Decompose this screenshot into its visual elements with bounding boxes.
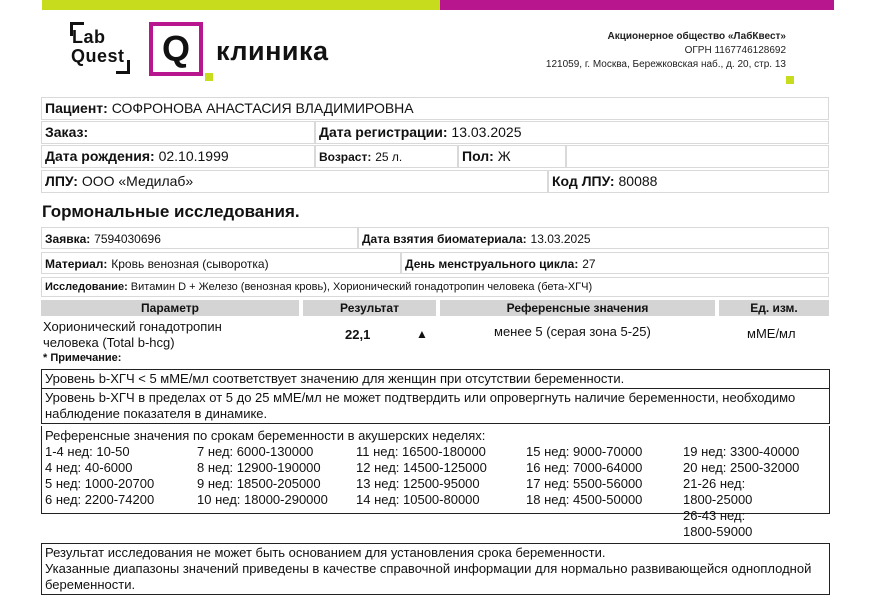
age-cell bbox=[315, 145, 458, 168]
ref-item: 9 нед: 18500-205000 bbox=[197, 476, 321, 491]
ref-item: 7 нед: 6000-130000 bbox=[197, 444, 314, 459]
request-row bbox=[41, 227, 829, 249]
order-label: Заказ: bbox=[45, 124, 89, 140]
material-label: Материал: bbox=[45, 257, 108, 271]
pregnancy-refs-box bbox=[41, 426, 830, 539]
patient-cell bbox=[41, 97, 829, 120]
header-bar-magenta bbox=[440, 0, 834, 10]
lpu-row bbox=[41, 170, 829, 193]
labquest-logo-text-1: Lab bbox=[72, 27, 106, 47]
refs-col-4 bbox=[526, 444, 642, 508]
ref-item: 21-26 нед: bbox=[683, 476, 746, 491]
reg-date-label: Дата регистрации: bbox=[319, 124, 448, 140]
birth-value: 02.10.1999 bbox=[158, 148, 229, 164]
header-bar-green bbox=[42, 0, 440, 10]
patient-name: СОФРОНОВА АНАСТАСИЯ ВЛАДИМИРОВНА bbox=[111, 100, 414, 116]
lpu-code-value: 80088 bbox=[618, 173, 658, 189]
request-label: Заявка: bbox=[45, 232, 91, 246]
material-cell bbox=[41, 252, 401, 274]
cycle-label: День менструального цикла: bbox=[405, 257, 579, 271]
sample-date-cell bbox=[358, 227, 829, 249]
ref-item: 13 нед: 12500-95000 bbox=[356, 476, 480, 491]
ref-item: 20 нед: 2500-32000 bbox=[683, 460, 800, 475]
ref-item: 26-43 нед: bbox=[683, 508, 746, 523]
order-row bbox=[41, 121, 829, 144]
study-row bbox=[41, 277, 829, 297]
order-cell bbox=[41, 121, 315, 144]
logo-accent-dot bbox=[205, 73, 213, 81]
lpu-label: ЛПУ: bbox=[45, 173, 78, 189]
sample-date-label: Дата взятия биоматериала: bbox=[362, 232, 527, 246]
age-label: Возраст: bbox=[319, 150, 372, 164]
reg-date-cell bbox=[315, 121, 829, 144]
study-cell bbox=[41, 277, 829, 297]
q-klinika-logo bbox=[149, 22, 203, 76]
patient-row bbox=[41, 97, 829, 120]
request-cell bbox=[41, 227, 358, 249]
request-value: 7594030696 bbox=[94, 232, 161, 246]
ref-item: 10 нед: 18000-290000 bbox=[197, 492, 328, 507]
q-logo-letter: Q bbox=[162, 28, 191, 69]
cycle-cell bbox=[401, 252, 829, 274]
note-label: * Примечание: bbox=[43, 352, 122, 364]
ref-item: 15 нед: 9000-70000 bbox=[526, 444, 643, 459]
result-value: 22,1 bbox=[345, 327, 371, 342]
ref-item: 6 нед: 2200-74200 bbox=[45, 492, 155, 507]
th-result: Результат bbox=[303, 300, 436, 316]
lpu-code-cell bbox=[548, 170, 829, 193]
th-unit: Ед. изм. bbox=[719, 300, 829, 316]
ref-item: 1-4 нед: 10-50 bbox=[45, 444, 130, 459]
reg-date-value: 13.03.2025 bbox=[451, 124, 522, 140]
ref-item: 8 нед: 12900-190000 bbox=[197, 460, 321, 475]
refs-title: Референсные значения по срокам беременности в акушерских неделях: bbox=[45, 428, 486, 443]
study-value: Витамин D + Железо (венозная кровь), Хорионический гонадотропин человека (бета-ХГЧ) bbox=[130, 281, 593, 293]
unit-value: мМЕ/мл bbox=[747, 326, 796, 341]
ref-item: 12 нед: 14500-125000 bbox=[356, 460, 487, 475]
section-title: Гормональные исследования. bbox=[42, 202, 300, 221]
company-name: Акционерное общество «ЛабКвест» bbox=[607, 31, 786, 42]
sex-cell bbox=[458, 145, 566, 168]
klinika-logo-text: клиника bbox=[216, 36, 329, 66]
patient-label: Пациент: bbox=[45, 100, 108, 116]
reference-value: менее 5 (серая зона 5-25) bbox=[494, 324, 651, 339]
th-param: Параметр bbox=[41, 300, 299, 316]
study-label: Исследование: bbox=[45, 281, 128, 293]
ref-item: 4 нед: 40-6000 bbox=[45, 460, 133, 475]
ref-item: 1800-59000 bbox=[683, 524, 753, 539]
th-reference: Референсные значения bbox=[440, 300, 715, 316]
note-line-2: Уровень b-ХГЧ в пределах от 5 до 25 мМЕ/мл не может подтвердить или опровергнуть наличие беременности, необходимо наблюдение показателя в динамике. bbox=[45, 390, 796, 421]
material-row bbox=[41, 252, 829, 274]
birth-row bbox=[41, 145, 829, 168]
refs-col-5 bbox=[683, 444, 799, 540]
material-value: Кровь венозная (сыворотка) bbox=[111, 257, 269, 271]
param-line-2: человека (Total b-hcg) bbox=[43, 335, 175, 350]
lpu-code-label: Код ЛПУ: bbox=[552, 173, 615, 189]
note-line-1: Уровень b-ХГЧ < 5 мМЕ/мл соответствует значению для женщин при отсутствии беременности. bbox=[42, 370, 829, 389]
company-address: 121059, г. Москва, Бережковская наб., д. 20, стр. 13 bbox=[545, 59, 786, 70]
param-line-1: Хорионический гонадотропин bbox=[43, 319, 222, 334]
disclaimer-line-2: Указанные диапазоны значений приведены в качестве справочной информации для нормально развивающейся одноплодной беременности. bbox=[45, 561, 812, 592]
ref-item: 1800-25000 bbox=[683, 492, 753, 507]
disclaimer-box bbox=[41, 543, 830, 595]
notes-box bbox=[41, 369, 830, 424]
result-flag-icon: ▲ bbox=[416, 327, 428, 341]
company-ogrn: ОГРН 1167746128692 bbox=[684, 45, 786, 56]
ref-item: 11 нед: 16500-180000 bbox=[356, 444, 486, 459]
refs-col-1 bbox=[45, 444, 154, 508]
birth-cell bbox=[41, 145, 315, 168]
ref-item: 18 нед: 4500-50000 bbox=[526, 492, 643, 507]
lpu-value: ООО «Медилаб» bbox=[81, 173, 194, 189]
ref-item: 17 нед: 5500-56000 bbox=[526, 476, 643, 491]
sex-label: Пол: bbox=[462, 148, 494, 164]
header-accent-dot bbox=[786, 76, 794, 84]
cycle-value: 27 bbox=[582, 257, 596, 271]
ref-item: 5 нед: 1000-20700 bbox=[45, 476, 155, 491]
empty-cell bbox=[566, 145, 829, 168]
birth-label: Дата рождения: bbox=[45, 148, 155, 164]
labquest-logo bbox=[70, 22, 130, 78]
sex-value: Ж bbox=[497, 148, 511, 164]
company-info bbox=[546, 30, 786, 72]
ref-item: 19 нед: 3300-40000 bbox=[683, 444, 800, 459]
lpu-cell bbox=[41, 170, 548, 193]
disclaimer-line-1: Результат исследования не может быть основанием для установления срока беременности. bbox=[45, 545, 606, 560]
ref-item: 16 нед: 7000-64000 bbox=[526, 460, 643, 475]
labquest-logo-text-2: Quest bbox=[71, 46, 125, 66]
refs-col-3 bbox=[356, 444, 487, 508]
sample-date-value: 13.03.2025 bbox=[530, 232, 591, 246]
age-value: 25 л. bbox=[375, 150, 403, 164]
refs-col-2 bbox=[197, 444, 328, 508]
ref-item: 14 нед: 10500-80000 bbox=[356, 492, 480, 507]
